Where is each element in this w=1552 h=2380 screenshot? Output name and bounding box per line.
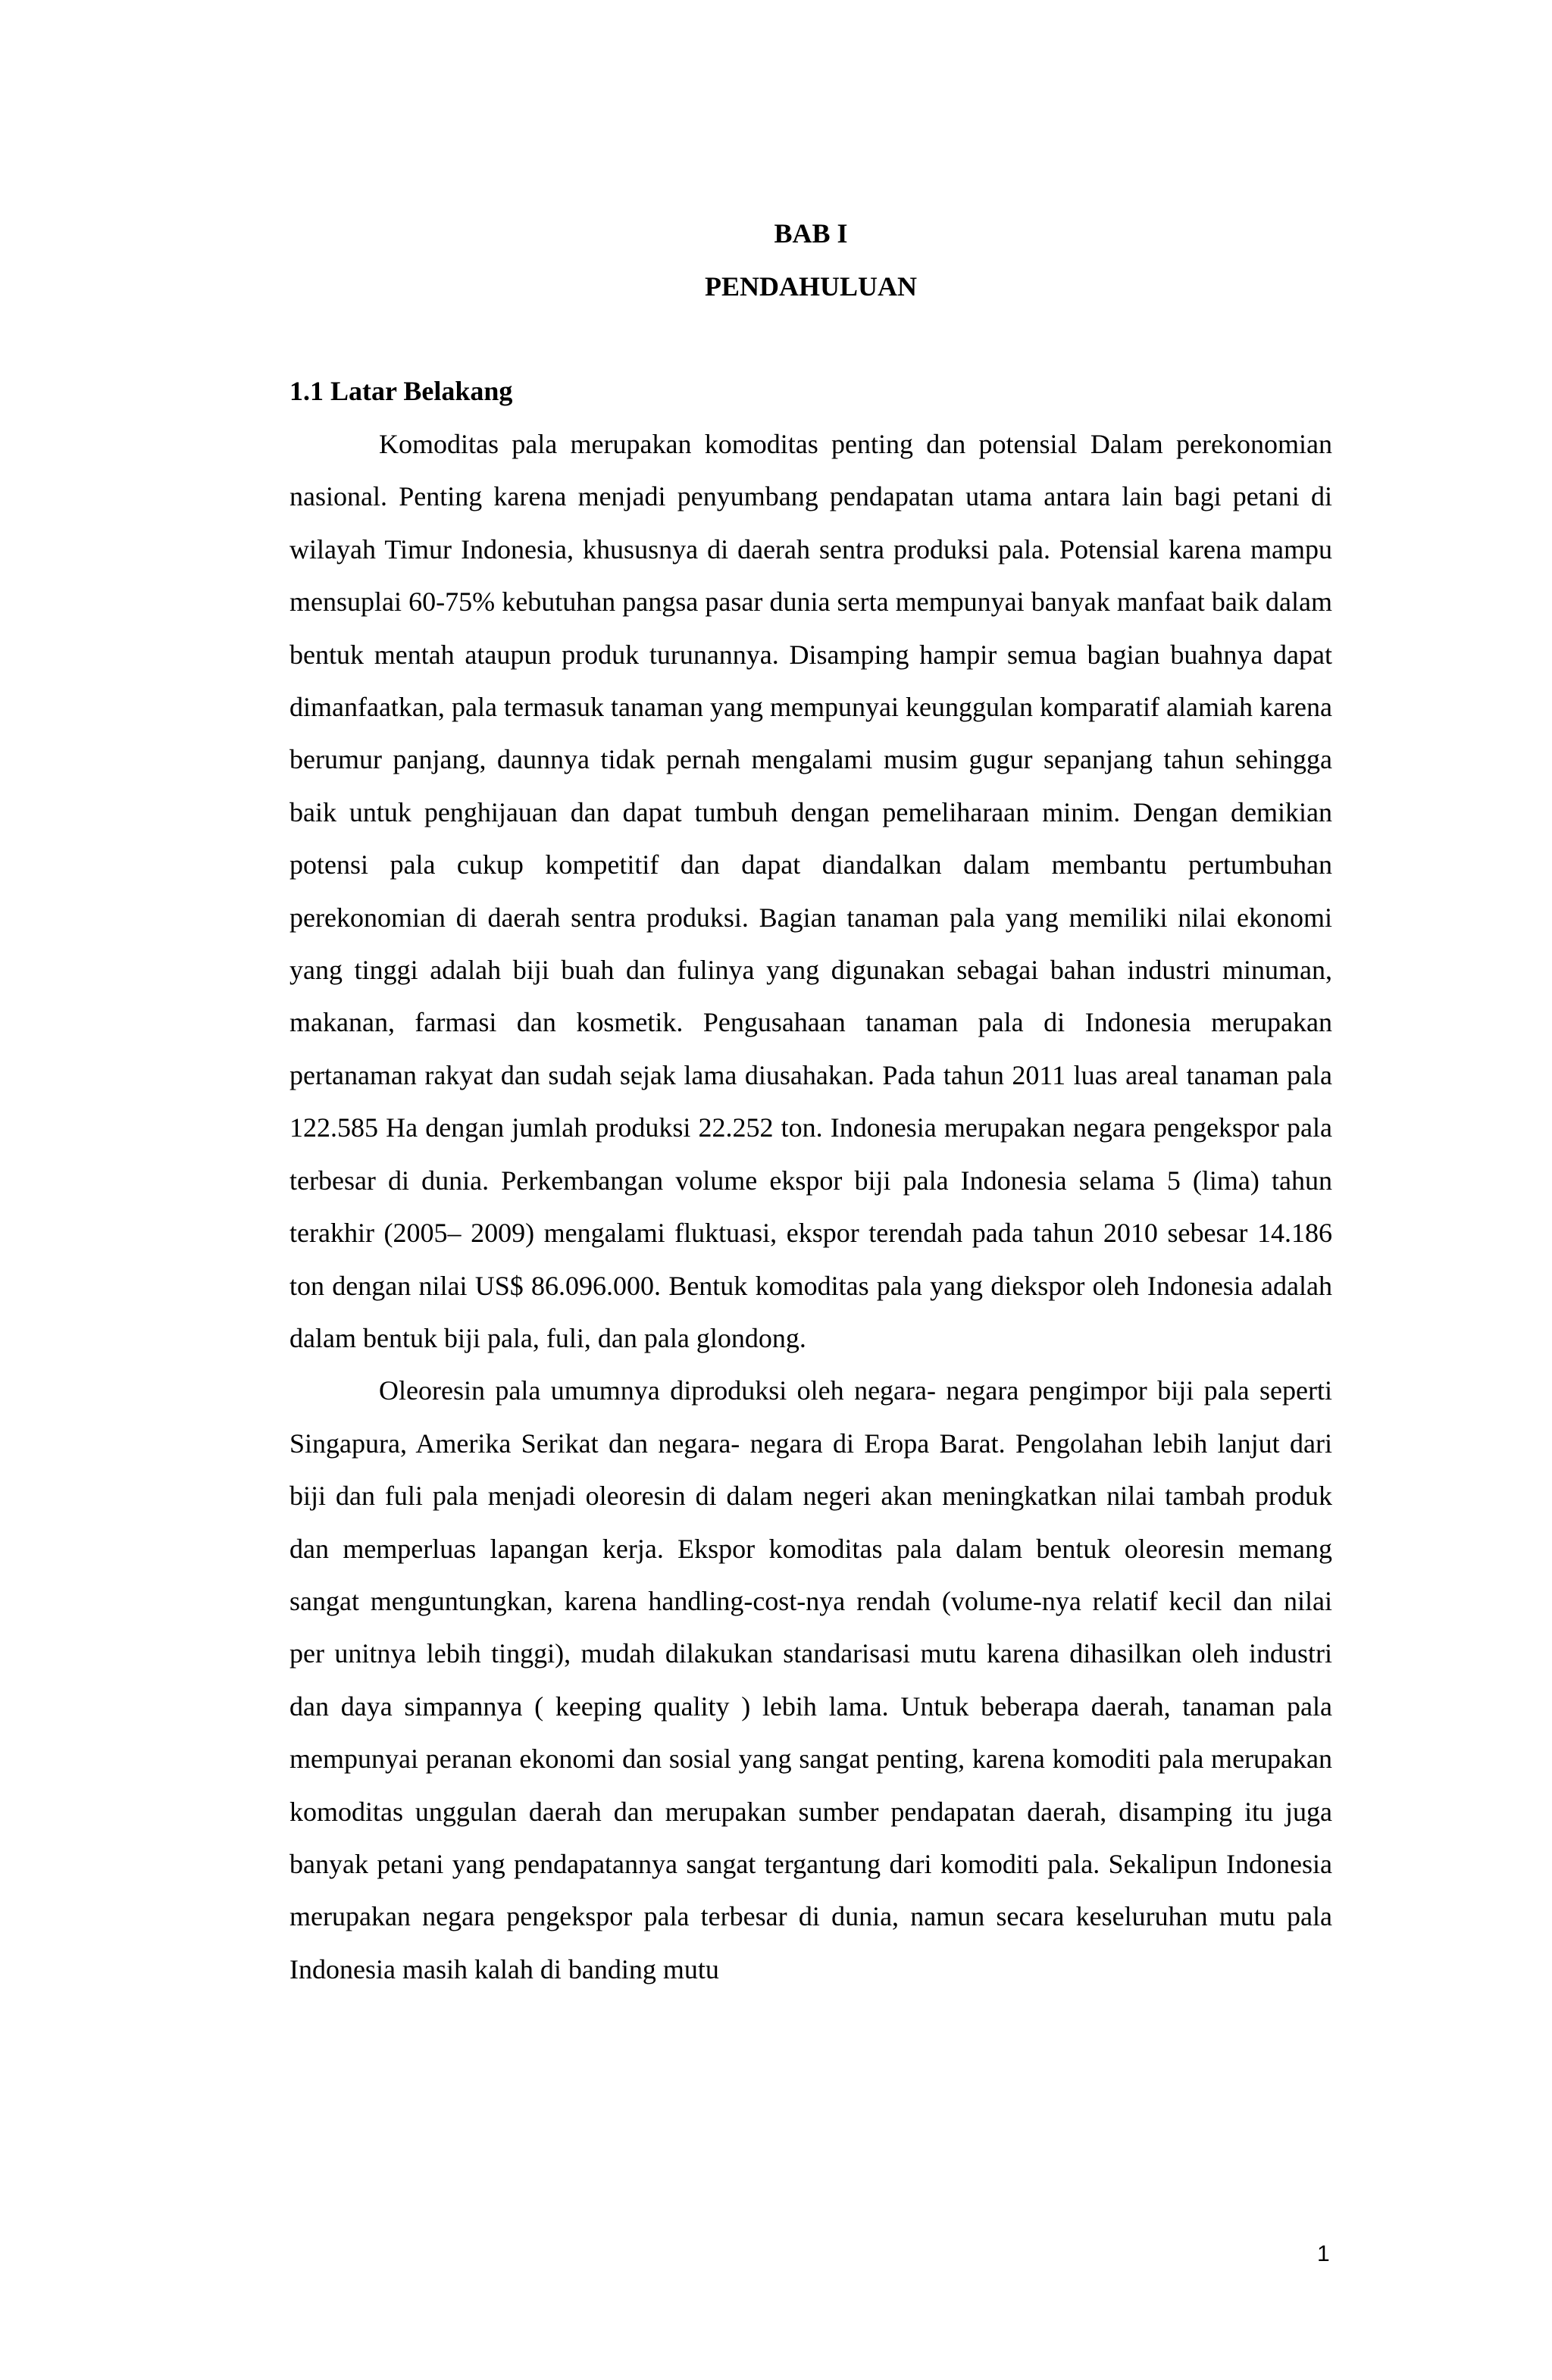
paragraph: Komoditas pala merupakan komoditas penting dan potensial Dalam perekonomian nasional. Penting karena menjadi penyumbang pendapatan utama antara lain bagi petani di wilayah Timur Indonesia, khususnya di daerah sentra produksi pala. Potensial karena mampu mensuplai 60-75% kebutuhan pangsa pasar dunia serta mempunyai banyak manfaat baik dalam bentuk mentah ataupun produk turunannya. Disamping hampir semua bagian buahnya dapat dimanfaatkan, pala termasuk tanaman yang mempunyai keunggulan komparatif alamiah karena berumur panjang, daunnya tidak pernah mengalami musim gugur sepanjang tahun sehingga baik untuk penghijauan dan dapat tumbuh dengan pemeliharaan minim. Dengan demikian potensi pala cukup kompetitif dan dapat diandalkan dalam membantu pertumbuhan perekonomian di daerah sentra produksi. Bagian tanaman pala yang memiliki nilai ekonomi yang tinggi adalah biji buah dan fulinya yang digunakan sebagai bahan industri minuman, makanan, farmasi dan kosmetik. Pengusahaan tanaman pala di Indonesia merupakan pertanaman rakyat dan sudah sejak lama diusahakan. Pada tahun 2011 luas areal tanaman pala 122.585 Ha dengan jumlah produksi 22.252 ton. Indonesia merupakan negara pengekspor pala terbesar di dunia. Perkembangan volume ekspor biji pala Indonesia selama 5 (lima) tahun terakhir (2005– 2009) mengalami fluktuasi, ekspor terendah pada tahun 2010 sebesar 14.186 ton dengan nilai US$ 86.096.000. Bentuk komoditas pala yang diekspor oleh Indonesia adalah dalam bentuk biji pala, fuli, dan pala glondong. [289, 429, 1332, 1353]
page-number: 1 [1317, 2241, 1330, 2266]
chapter-title: PENDAHULUAN [704, 271, 917, 302]
chapter-label: BAB I [774, 218, 848, 249]
body-text [289, 418, 1332, 1996]
paragraph: Oleoresin pala umumnya diproduksi oleh negara- negara pengimpor biji pala seperti Singapura, Amerika Serikat dan negara- negara di Eropa Barat. Pengolahan lebih lanjut dari biji dan fuli pala menjadi oleoresin di dalam negeri akan meningkatkan nilai tambah produk dan memperluas lapangan kerja. Ekspor komoditas pala dalam bentuk oleoresin memang sangat menguntungkan, karena handling-cost-nya rendah (volume-nya relatif kecil dan nilai per unitnya lebih tinggi), mudah dilakukan standarisasi mutu karena dihasilkan oleh industri dan daya simpannya ( keeping quality ) lebih lama. Untuk beberapa daerah, tanaman pala mempunyai peranan ekonomi dan sosial yang sangat penting, karena komoditi pala merupakan komoditas unggulan daerah dan merupakan sumber pendapatan daerah, disamping itu juga banyak petani yang pendapatannya sangat tergantung dari komoditi pala. Sekalipun Indonesia merupakan negara pengekspor pala terbesar di dunia, namun secara keseluruhan mutu pala Indonesia masih kalah di banding mutu [289, 1375, 1332, 1984]
section-heading: 1.1 Latar Belakang [289, 376, 513, 406]
